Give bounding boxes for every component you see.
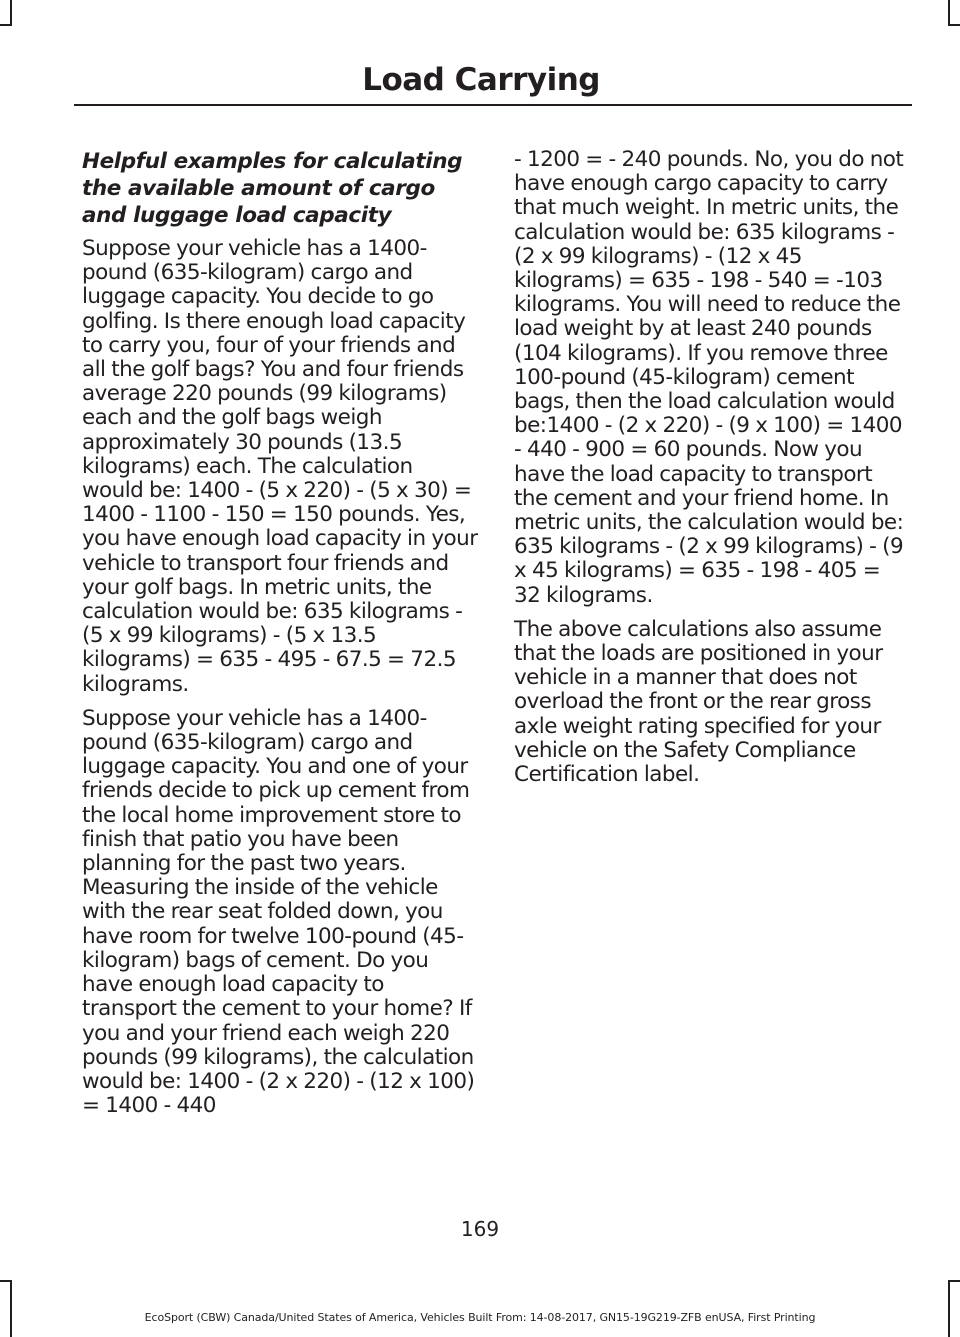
page-number: 169 [460,1217,500,1241]
page-header-title: Load Carrying [362,62,600,98]
section-heading: Helpful examples for calculating the available amount of cargo and luggage load capacity [82,149,463,228]
paragraph-cement-example-continued: - 1200 = - 240 pounds. No, you do not have enough cargo capacity to carry that much weight. In metric units, the calculation would be: 635 kilograms - (2 x 99 kilograms) - (12 x 45 kilograms) = 635 - 198 - 540 = -103 kilograms. You will need to reduce the load weight by at least 240 pounds (104 kilograms). If you remove three 100-pound (45-kilogram) cement bags, then the load calculation would be:1400 - (2 x 220) - (9 x 100) = 1400 - 440 - 900 = 60 pounds. Now you have the load capacity to transport the cement and your friend home. In metric units, the calculation would be: 635 kilograms - (2 x 99 kilograms) - (9 x 45 kilograms) = 635 - 198 - 405 = 32 kilograms. [514,147,904,608]
paragraph-golf-example: Suppose your vehicle has a 1400-pound (635-kilogram) cargo and luggage capacity. You decide to go golfing. Is there enough load capacity to carry you, four of your friends and all the golf bags? You and four friends average 220 pounds (99 kilograms) each and the golf bags weigh approximately 30 pounds (13.5 kilograms) each. The calculation would be: 1400 - (5 x 220) - (5 x 30) = 1400 - 1100 - 150 = 150 pounds. Yes, you have enough load capacity in your vehicle to transport four friends and your golf bags. In metric units, the calculation would be: 635 kilograms - (5 x 99 kilograms) - (5 x 13.5 kilograms) = 635 - 495 - 67.5 = 72.5 kilograms. [82,236,478,697]
crop-mark-bottom-right-vertical [948,1280,950,1337]
right-column [514,148,910,797]
crop-mark-top-left-vertical [10,0,12,26]
footer-text: EcoSport (CBW) Canada/United States of America, Vehicles Built From: 14-08-2017, GN15-19G219-ZFB enUSA, First Printing [144,1311,816,1324]
crop-mark-bottom-left-vertical [10,1280,12,1337]
crop-mark-top-left-horizontal [0,24,12,26]
paragraph-axle-note: The above calculations also assume that the loads are positioned in your vehicle in a manner that does not overload the front or the rear gross axle weight rating specified for your vehicle on the Safety Compliance Certification label. [514,616,883,788]
left-column [82,148,478,1128]
crop-mark-top-right-vertical [948,0,950,26]
crop-mark-bottom-right-horizontal [948,1280,960,1282]
crop-mark-bottom-left-horizontal [0,1280,12,1282]
header-divider [74,104,912,106]
paragraph-cement-example: Suppose your vehicle has a 1400-pound (635-kilogram) cargo and luggage capacity. You and one of your friends decide to pick up cement from the local home improvement store to finish that patio you have been planning for the past two years. Measuring the inside of the vehicle with the rear seat folded down, you have room for twelve 100-pound (45-kilogram) bags of cement. Do you have enough load capacity to transport the cement to your home? If you and your friend each weigh 220 pounds (99 kilograms), the calculation would be: 1400 - (2 x 220) - (12 x 100) = 1400 - 440 [82,705,475,1119]
crop-mark-top-right-horizontal [948,24,960,26]
